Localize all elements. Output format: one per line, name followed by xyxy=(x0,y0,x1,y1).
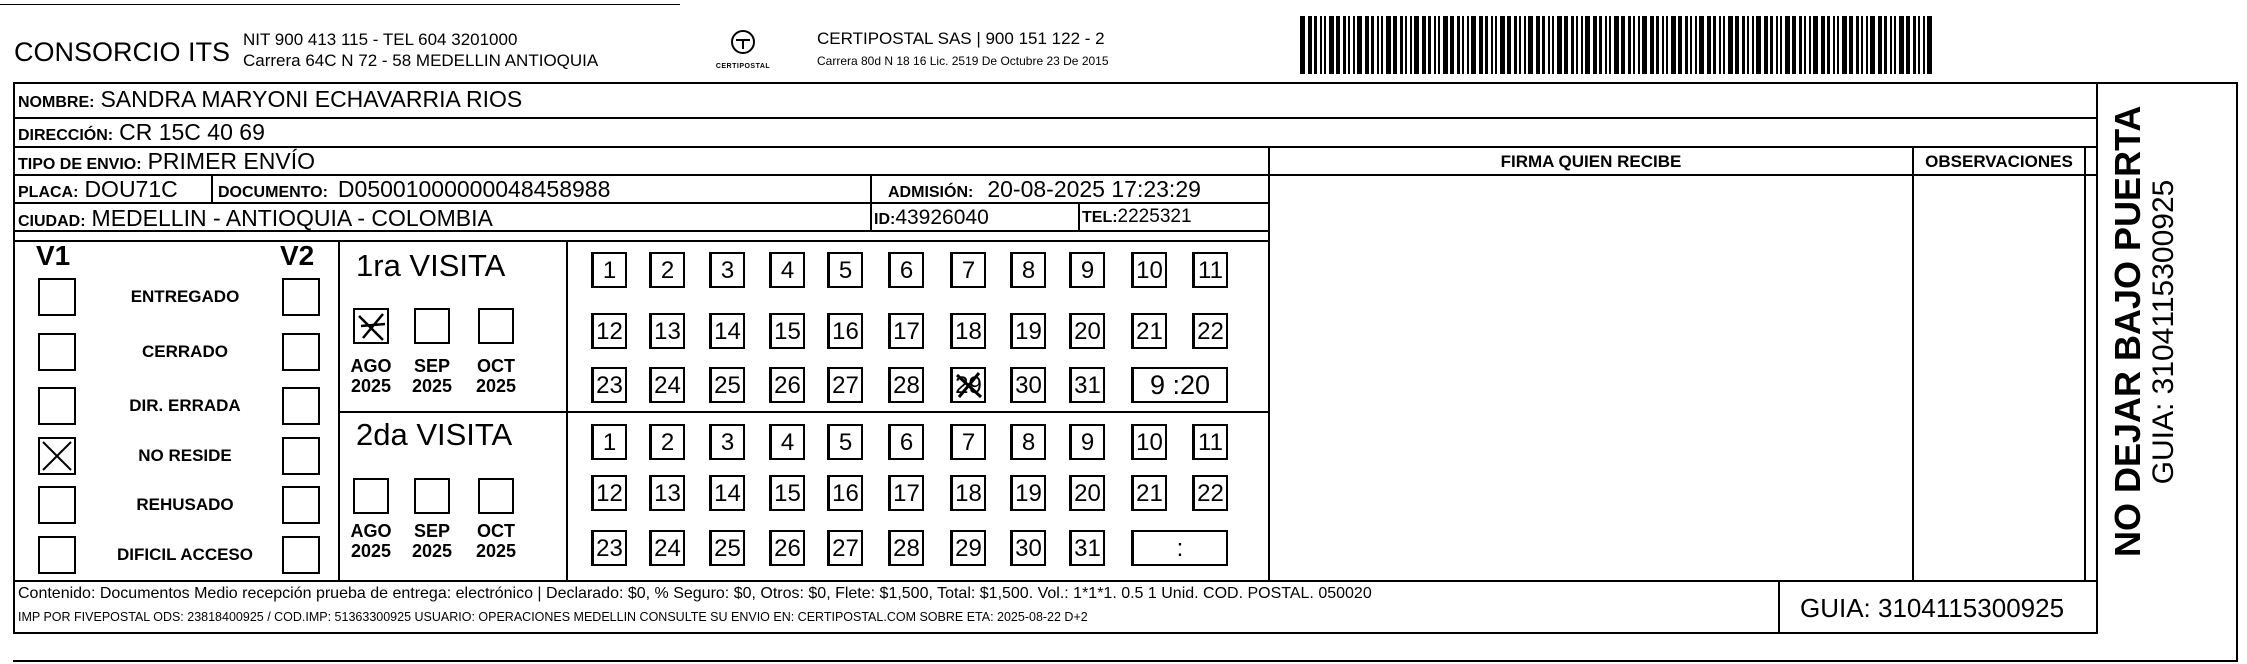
barcode-bar xyxy=(1642,16,1647,74)
v2-checkbox[interactable] xyxy=(282,437,320,475)
month-name: SEP xyxy=(413,521,451,541)
barcode-bar xyxy=(1878,16,1882,74)
day-cell[interactable]: 31 xyxy=(1069,530,1105,566)
barcode-bar xyxy=(1671,16,1676,74)
ciudad-row xyxy=(18,205,493,232)
day-cell[interactable]: 19 xyxy=(1010,313,1046,349)
day-cell[interactable]: 6 xyxy=(888,424,924,460)
barcode-bar xyxy=(1728,16,1733,74)
barcode-bar xyxy=(1471,16,1476,74)
barcode-bar xyxy=(1381,16,1383,74)
day-cell[interactable]: 15 xyxy=(769,475,805,511)
day-number: 29 xyxy=(955,372,982,399)
col-rule xyxy=(566,240,568,580)
day-cell[interactable]: 4 xyxy=(769,424,805,460)
nombre-row xyxy=(18,86,522,113)
month-name: OCT xyxy=(477,356,515,376)
barcode-bar xyxy=(1536,16,1540,74)
month-label xyxy=(404,521,460,561)
month-label xyxy=(343,521,399,561)
day-cell[interactable]: 24 xyxy=(649,367,685,403)
address-line: Carrera 64C N 72 - 58 MEDELLIN ANTIOQUIA xyxy=(243,51,599,70)
barcode-bar xyxy=(1564,16,1568,74)
day-cell[interactable]: 27 xyxy=(827,530,863,566)
nit-line: NIT 900 413 115 - TEL 604 3201000 xyxy=(243,30,518,49)
month-year: 2025 xyxy=(475,376,517,396)
barcode-bar xyxy=(1336,16,1340,74)
day-cell[interactable]: 5 xyxy=(827,252,863,288)
barcode-bar xyxy=(1927,16,1932,74)
barcode-bar xyxy=(1542,16,1545,74)
v1-checkbox[interactable] xyxy=(38,278,76,316)
barcode-bar xyxy=(1735,16,1739,74)
col-rule xyxy=(338,240,340,580)
day-cell[interactable]: 10 xyxy=(1131,252,1167,288)
v2-checkbox[interactable] xyxy=(282,486,320,524)
day-cell[interactable]: 4 xyxy=(769,252,805,288)
barcode-bar xyxy=(1638,16,1640,74)
barcode-bar xyxy=(1747,16,1749,74)
barcode-bar xyxy=(1923,16,1925,74)
certipostal-info xyxy=(817,28,1109,72)
month-label xyxy=(468,521,524,561)
barcode-bar xyxy=(1890,16,1892,74)
month-year: 2025 xyxy=(350,541,392,561)
month-name: SEP xyxy=(413,356,451,376)
barcode-bar xyxy=(1462,16,1464,74)
barcode-bar xyxy=(1308,16,1312,74)
barcode-bar xyxy=(1457,16,1460,74)
v2-label: V2 xyxy=(280,240,315,271)
barcode-bar xyxy=(1699,16,1704,74)
barcode-bar xyxy=(1467,16,1469,74)
month-label xyxy=(468,356,524,396)
barcode-bar xyxy=(1365,16,1369,74)
barcode xyxy=(1300,16,1936,74)
documento-label: DOCUMENTO: xyxy=(218,184,328,201)
day-cell[interactable]: 14 xyxy=(709,475,745,511)
row-rule xyxy=(13,146,2098,148)
barcode-bar xyxy=(1752,16,1754,74)
barcode-bar xyxy=(1742,16,1745,74)
month-checkbox[interactable] xyxy=(353,478,389,514)
barcode-bar xyxy=(1300,16,1305,74)
status-label: ENTREGADO xyxy=(130,287,240,306)
day-cell[interactable]: 18 xyxy=(950,313,986,349)
barcode-bar xyxy=(1348,16,1350,74)
col-rule xyxy=(870,174,872,230)
side-text xyxy=(2108,107,2180,557)
day-cell[interactable]: 11 xyxy=(1192,424,1228,460)
barcode-bar xyxy=(1813,16,1818,74)
month-name: AGO xyxy=(350,521,392,541)
barcode-bar xyxy=(1809,16,1811,74)
footer-rule xyxy=(13,580,2098,582)
day-cell[interactable]: 12 xyxy=(591,475,627,511)
barcode-bar xyxy=(1899,16,1904,74)
barcode-bar xyxy=(1386,16,1391,74)
barcode-bar xyxy=(1377,16,1379,74)
id-value: 43926040 xyxy=(895,206,989,229)
row-rule xyxy=(13,240,1268,242)
barcode-bar xyxy=(1495,16,1497,74)
barcode-bar xyxy=(1776,16,1778,74)
barcode-bar xyxy=(1519,16,1521,74)
status-label: DIFICIL ACCESO xyxy=(116,545,253,564)
tel-row xyxy=(1082,206,1192,228)
barcode-bar xyxy=(1842,16,1847,74)
admision-value: 20-08-2025 17:23:29 xyxy=(987,176,1201,202)
barcode-bar xyxy=(1528,16,1533,74)
day-cell[interactable]: 23 xyxy=(591,530,627,566)
second-visit-time[interactable]: : xyxy=(1131,530,1228,566)
certipostal-logo xyxy=(708,28,778,70)
barcode-bar xyxy=(1894,16,1896,74)
day-cell[interactable]: 13 xyxy=(649,313,685,349)
admision-row xyxy=(888,176,1201,203)
direccion-label: DIRECCIÓN: xyxy=(18,127,114,144)
barcode-bar xyxy=(1856,16,1859,74)
col-rule xyxy=(1912,146,1914,580)
day-cell[interactable]: 11 xyxy=(1192,252,1228,288)
bottom-edge-rule xyxy=(13,660,2238,662)
barcode-bar xyxy=(1621,16,1625,74)
day-cell[interactable]: 30 xyxy=(1010,367,1046,403)
month-label xyxy=(404,356,460,396)
company-info xyxy=(243,29,598,71)
barcode-bar xyxy=(1837,16,1839,74)
barcode-bar xyxy=(1614,16,1619,74)
status-label: REHUSADO xyxy=(136,495,234,514)
day-cell[interactable]: 5 xyxy=(827,424,863,460)
barcode-bar xyxy=(1405,16,1407,74)
month-year: 2025 xyxy=(411,541,453,561)
barcode-bar xyxy=(1581,16,1583,74)
barcode-bar xyxy=(1593,16,1597,74)
v2-checkbox[interactable] xyxy=(282,333,320,371)
barcode-bar xyxy=(1524,16,1526,74)
x-mark-icon xyxy=(355,310,389,344)
barcode-bar xyxy=(1719,16,1721,74)
barcode-bar xyxy=(1548,16,1550,74)
day-cell[interactable]: 14 xyxy=(709,313,745,349)
id-row xyxy=(874,206,989,230)
barcode-bar xyxy=(1491,16,1493,74)
day-cell[interactable]: 25 xyxy=(709,530,745,566)
direccion-value: CR 15C 40 69 xyxy=(119,119,265,145)
day-cell[interactable]: 30 xyxy=(1010,530,1046,566)
month-label xyxy=(343,356,399,396)
barcode-bar xyxy=(1628,16,1631,74)
tel-label: TEL: xyxy=(1082,209,1118,226)
top-rule xyxy=(0,4,680,5)
day-cell[interactable]: 1 xyxy=(591,252,627,288)
first-visit-time[interactable]: 9 :20 xyxy=(1131,367,1228,403)
v1-label: V1 xyxy=(36,240,71,271)
placa-label: PLACA: xyxy=(18,184,79,201)
v1-checkbox[interactable] xyxy=(38,486,76,524)
barcode-bar xyxy=(1422,16,1426,74)
day-cell[interactable]: 7 xyxy=(950,424,986,460)
day-cell[interactable]: 15 xyxy=(769,313,805,349)
barcode-bar xyxy=(1576,16,1578,74)
footer-contenido: Contenido: Documentos Medio recepción prueba de entrega: electrónico | Declarado: $0, % Seguro: $0, Otros: $0, Flete: $1,500, Total: $1,500. Vol.: 1*1*1. 0.5 1 Unid. COD. POSTAL. 050020 xyxy=(18,585,1372,602)
day-cell[interactable]: 1 xyxy=(591,424,627,460)
day-cell[interactable]: 3 xyxy=(709,424,745,460)
barcode-bar xyxy=(1884,16,1887,74)
day-cell[interactable]: 28 xyxy=(888,367,924,403)
barcode-bar xyxy=(1514,16,1517,74)
day-cell[interactable]: 22 xyxy=(1192,475,1228,511)
barcode-bar xyxy=(1723,16,1725,74)
row-rule xyxy=(1268,174,2098,176)
barcode-bar xyxy=(1713,16,1716,74)
month-year: 2025 xyxy=(411,376,453,396)
barcode-bar xyxy=(1780,16,1782,74)
day-cell[interactable]: 29 xyxy=(950,530,986,566)
barcode-bar xyxy=(1666,16,1668,74)
day-cell[interactable] xyxy=(950,367,986,403)
barcode-bar xyxy=(1414,16,1419,74)
barcode-bar xyxy=(1849,16,1853,74)
v1-checkbox[interactable] xyxy=(38,387,76,425)
day-cell[interactable]: 26 xyxy=(769,530,805,566)
barcode-bar xyxy=(1804,16,1806,74)
v2-checkbox[interactable] xyxy=(282,536,320,574)
placa-value: DOU71C xyxy=(84,176,178,202)
barcode-bar xyxy=(1685,16,1688,74)
second-visit-title: 2da VISITA xyxy=(356,417,513,452)
status-label: DIR. ERRADA xyxy=(129,396,241,415)
day-cell[interactable]: 2 xyxy=(649,252,685,288)
barcode-bar xyxy=(1650,16,1654,74)
admision-label: ADMISIÓN: xyxy=(888,184,974,201)
barcode-bar xyxy=(1485,16,1488,74)
status-label: NO RESIDE xyxy=(138,446,232,465)
barcode-bar xyxy=(1770,16,1773,74)
right-edge-rule xyxy=(2236,82,2238,662)
barcode-bar xyxy=(1393,16,1397,74)
barcode-bar xyxy=(1410,16,1412,74)
row-rule xyxy=(13,117,2098,119)
day-cell[interactable]: 20 xyxy=(1069,475,1105,511)
barcode-bar xyxy=(1450,16,1454,74)
barcode-bar xyxy=(1792,16,1796,74)
barcode-bar xyxy=(1690,16,1692,74)
tel-value: 2225321 xyxy=(1117,206,1192,227)
col-rule xyxy=(211,174,213,202)
side-guia: GUIA: 3104115300925 xyxy=(2147,179,2180,485)
x-mark-icon xyxy=(40,439,74,473)
day-cell[interactable]: 13 xyxy=(649,475,685,511)
barcode-bar xyxy=(1585,16,1590,74)
barcode-bar xyxy=(1861,16,1863,74)
barcode-bar xyxy=(1918,16,1920,74)
tipo-label: TIPO DE ENVIO: xyxy=(18,156,142,173)
barcode-bar xyxy=(1609,16,1611,74)
barcode-bar xyxy=(1833,16,1835,74)
month-name: OCT xyxy=(477,521,515,541)
barcode-bar xyxy=(1552,16,1554,74)
month-checkbox[interactable] xyxy=(478,478,514,514)
day-cell[interactable]: 17 xyxy=(888,313,924,349)
barcode-bar xyxy=(1599,16,1602,74)
barcode-bar xyxy=(1678,16,1682,74)
day-cell[interactable]: 22 xyxy=(1192,313,1228,349)
day-cell[interactable]: 2 xyxy=(649,424,685,460)
row-rule xyxy=(338,411,1268,413)
month-checkbox[interactable] xyxy=(478,308,514,344)
day-cell[interactable]: 17 xyxy=(888,475,924,511)
barcode-bar xyxy=(1353,16,1355,74)
company-name: CONSORCIO ITS xyxy=(14,37,231,67)
direccion-row xyxy=(18,119,265,146)
barcode-bar xyxy=(1756,16,1761,74)
barcode-bar xyxy=(1799,16,1802,74)
col-rule xyxy=(1268,146,1270,580)
placa-row xyxy=(18,176,178,203)
day-cell[interactable]: 23 xyxy=(591,367,627,403)
tipo-row xyxy=(18,148,315,175)
day-cell[interactable]: 21 xyxy=(1131,313,1167,349)
barcode-bar xyxy=(1438,16,1440,74)
day-cell[interactable]: 21 xyxy=(1131,475,1167,511)
footer-guia: GUIA: 3104115300925 xyxy=(1799,593,2065,623)
barcode-bar xyxy=(1343,16,1346,74)
month-checkbox[interactable] xyxy=(414,308,450,344)
col-rule xyxy=(2084,146,2086,580)
v1-checkbox[interactable] xyxy=(38,333,76,371)
no-dejar-warning: NO DEJAR BAJO PUERTA xyxy=(2107,105,2148,557)
documento-row xyxy=(218,176,610,203)
col-rule xyxy=(1078,202,1080,230)
barcode-bar xyxy=(1443,16,1448,74)
barcode-bar xyxy=(1479,16,1483,74)
day-cell[interactable]: 28 xyxy=(888,530,924,566)
ciudad-label: CIUDAD: xyxy=(18,213,86,230)
barcode-bar xyxy=(1507,16,1511,74)
day-cell[interactable]: 12 xyxy=(591,313,627,349)
observaciones-header: OBSERVACIONES xyxy=(1925,152,2073,171)
barcode-bar xyxy=(1371,16,1374,74)
barcode-bar xyxy=(1434,16,1436,74)
barcode-bar xyxy=(1428,16,1431,74)
ciudad-value: MEDELLIN - ANTIOQUIA - COLOMBIA xyxy=(91,205,493,231)
barcode-bar xyxy=(1400,16,1403,74)
barcode-bar xyxy=(1357,16,1362,74)
v1-checkbox[interactable] xyxy=(38,437,76,475)
day-cell[interactable]: 10 xyxy=(1131,424,1167,460)
logo-text: CERTIPOSTAL xyxy=(715,63,771,70)
barcode-bar xyxy=(1827,16,1830,74)
month-year: 2025 xyxy=(475,541,517,561)
top-edge-rule xyxy=(13,82,2238,84)
day-cell[interactable]: 8 xyxy=(1010,252,1046,288)
day-cell[interactable]: 18 xyxy=(950,475,986,511)
barcode-bar xyxy=(1707,16,1711,74)
day-cell[interactable]: 25 xyxy=(709,367,745,403)
day-cell[interactable]: 6 xyxy=(888,252,924,288)
barcode-bar xyxy=(1571,16,1574,74)
day-cell[interactable]: 16 xyxy=(827,313,863,349)
barcode-bar xyxy=(1329,16,1334,74)
first-visit-title: 1ra VISITA xyxy=(356,248,506,283)
day-cell[interactable]: 7 xyxy=(950,252,986,288)
barcode-bar xyxy=(1605,16,1607,74)
tipo-value: PRIMER ENVÍO xyxy=(147,148,315,174)
barcode-bar xyxy=(1870,16,1875,74)
day-cell[interactable]: 8 xyxy=(1010,424,1046,460)
day-cell[interactable]: 31 xyxy=(1069,367,1105,403)
day-cell[interactable]: 20 xyxy=(1069,313,1105,349)
v2-checkbox[interactable] xyxy=(282,278,320,316)
documento-value: D05001000000048458988 xyxy=(337,176,611,202)
barcode-bar xyxy=(1695,16,1697,74)
nombre-value: SANDRA MARYONI ECHAVARRIA RIOS xyxy=(100,86,523,112)
barcode-bar xyxy=(1866,16,1868,74)
barcode-bar xyxy=(1557,16,1562,74)
day-cell[interactable]: 3 xyxy=(709,252,745,288)
month-checkbox[interactable] xyxy=(414,478,450,514)
barcode-bar xyxy=(1324,16,1326,74)
barcode-bar xyxy=(1764,16,1768,74)
day-cell[interactable]: 9 xyxy=(1069,252,1105,288)
month-year: 2025 xyxy=(350,376,392,396)
barcode-bar xyxy=(1314,16,1317,74)
day-cell[interactable]: 24 xyxy=(649,530,685,566)
day-cell[interactable]: 19 xyxy=(1010,475,1046,511)
id-label: ID: xyxy=(874,211,896,228)
certipostal-logo-icon xyxy=(723,28,763,58)
day-cell[interactable]: 27 xyxy=(827,367,863,403)
month-checkbox[interactable] xyxy=(353,308,389,344)
day-cell[interactable]: 26 xyxy=(769,367,805,403)
month-name: AGO xyxy=(350,356,392,376)
barcode-bar xyxy=(1821,16,1825,74)
firma-header: FIRMA QUIEN RECIBE xyxy=(1500,152,1682,171)
footer-imp: IMP POR FIVEPOSTAL ODS: 23818400925 / COD.IMP: 51363300925 USUARIO: OPERACIONES MEDELLIN CONSULTE SU ENVIO EN: CERTIPOSTAL.COM SOBRE ETA: 2025-08-22 D+2 xyxy=(18,610,1088,624)
day-cell[interactable]: 16 xyxy=(827,475,863,511)
v2-checkbox[interactable] xyxy=(282,387,320,425)
barcode-bar xyxy=(1906,16,1910,74)
barcode-bar xyxy=(1633,16,1635,74)
barcode-bar xyxy=(1662,16,1664,74)
nombre-label: NOMBRE: xyxy=(18,94,95,111)
certi-line2: Carrera 80d N 18 16 Lic. 2519 De Octubre 23 De 2015 xyxy=(817,54,1109,68)
barcode-bar xyxy=(1913,16,1916,74)
certi-line1: CERTIPOSTAL SAS | 900 151 122 - 2 xyxy=(817,29,1105,48)
v1-checkbox[interactable] xyxy=(38,536,76,574)
barcode-bar xyxy=(1500,16,1505,74)
barcode-bar xyxy=(1656,16,1659,74)
barcode-bar xyxy=(1785,16,1790,74)
barcode-bar xyxy=(1320,16,1322,74)
day-cell[interactable]: 9 xyxy=(1069,424,1105,460)
status-label: CERRADO xyxy=(142,342,228,361)
